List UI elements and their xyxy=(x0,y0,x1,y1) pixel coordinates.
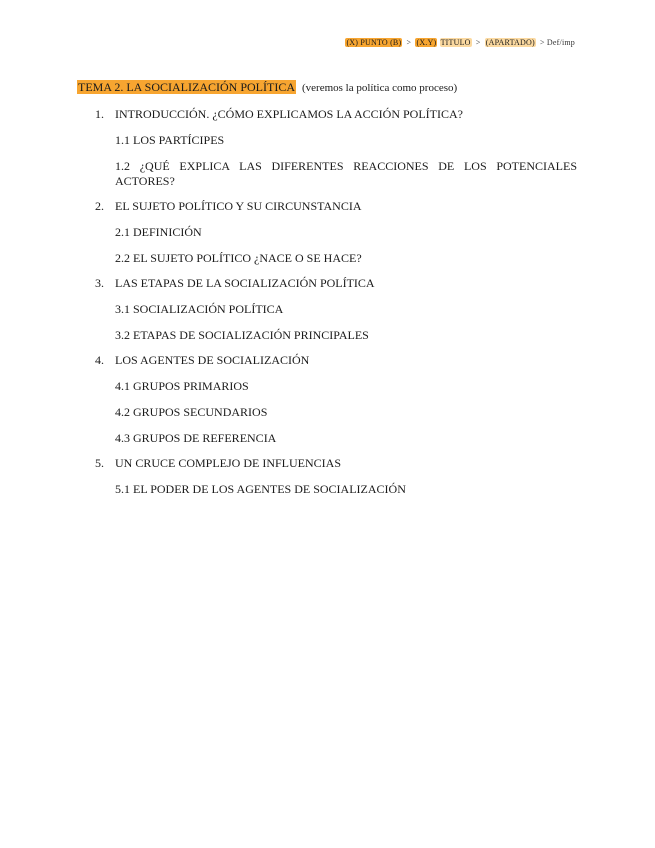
sub-item: 3.2 ETAPAS DE SOCIALIZACIÓN PRINCIPALES xyxy=(115,328,369,342)
item-label: INTRODUCCIÓN. ¿CÓMO EXPLICAMOS LA ACCIÓN POLÍTICA? xyxy=(115,107,463,121)
title-note: (veremos la política como proceso) xyxy=(302,82,458,94)
outline-item xyxy=(77,107,577,189)
item-label: LAS ETAPAS DE LA SOCIALIZACIÓN POLÍTICA xyxy=(115,276,375,290)
sub-item: 3.1 SOCIALIZACIÓN POLÍTICA xyxy=(115,302,284,316)
item-number: 4. xyxy=(95,353,104,367)
legend-point: (X) PUNTO (B) xyxy=(346,38,402,47)
page-title: TEMA 2. LA SOCIALIZACIÓN POLÍTICA xyxy=(78,80,295,94)
sub-item: 4.2 GRUPOS SECUNDARIOS xyxy=(115,405,268,419)
item-number: 5. xyxy=(95,456,104,470)
sub-item: 4.3 GRUPOS DE REFERENCIA xyxy=(115,431,277,445)
sub-list xyxy=(115,482,577,497)
legend-title: TITULO xyxy=(440,38,471,47)
outline-item xyxy=(77,456,577,497)
item-number: 1. xyxy=(95,107,104,121)
sub-item: 5.1 EL PODER DE LOS AGENTES DE SOCIALIZACIÓN xyxy=(115,482,406,496)
legend-section: (APARTADO) xyxy=(485,38,535,47)
legend-separator: > xyxy=(406,38,412,47)
legend-separator: > xyxy=(475,38,481,47)
sub-item: 2.2 EL SUJETO POLÍTICO ¿NACE O SE HACE? xyxy=(115,251,362,265)
sub-list xyxy=(115,302,577,343)
sub-item: 4.1 GRUPOS PRIMARIOS xyxy=(115,379,249,393)
item-label: UN CRUCE COMPLEJO DE INFLUENCIAS xyxy=(115,456,342,470)
sub-item: 1.1 LOS PARTÍCIPES xyxy=(115,133,225,147)
outline-item xyxy=(77,276,577,343)
legend-definition: > Def/imp xyxy=(540,38,575,47)
header-legend xyxy=(345,38,577,47)
outline-item xyxy=(77,353,577,446)
title-row xyxy=(77,80,577,96)
sub-list xyxy=(115,225,577,266)
item-label: LOS AGENTES DE SOCIALIZACIÓN xyxy=(115,353,310,367)
item-label: EL SUJETO POLÍTICO Y SU CIRCUNSTANCIA xyxy=(115,199,362,213)
item-number: 2. xyxy=(95,199,104,213)
sub-item: 1.2 ¿QUÉ EXPLICA LAS DIFERENTES REACCIONES DE LOS POTENCIALES ACTORES? xyxy=(115,159,577,188)
document-body xyxy=(77,80,577,507)
outline-item xyxy=(77,199,577,266)
legend-xy: (X.Y) xyxy=(416,38,437,47)
item-number: 3. xyxy=(95,276,104,290)
sub-list xyxy=(115,379,577,446)
sub-list xyxy=(115,133,577,189)
outline-list xyxy=(77,107,577,497)
sub-item: 2.1 DEFINICIÓN xyxy=(115,225,202,239)
